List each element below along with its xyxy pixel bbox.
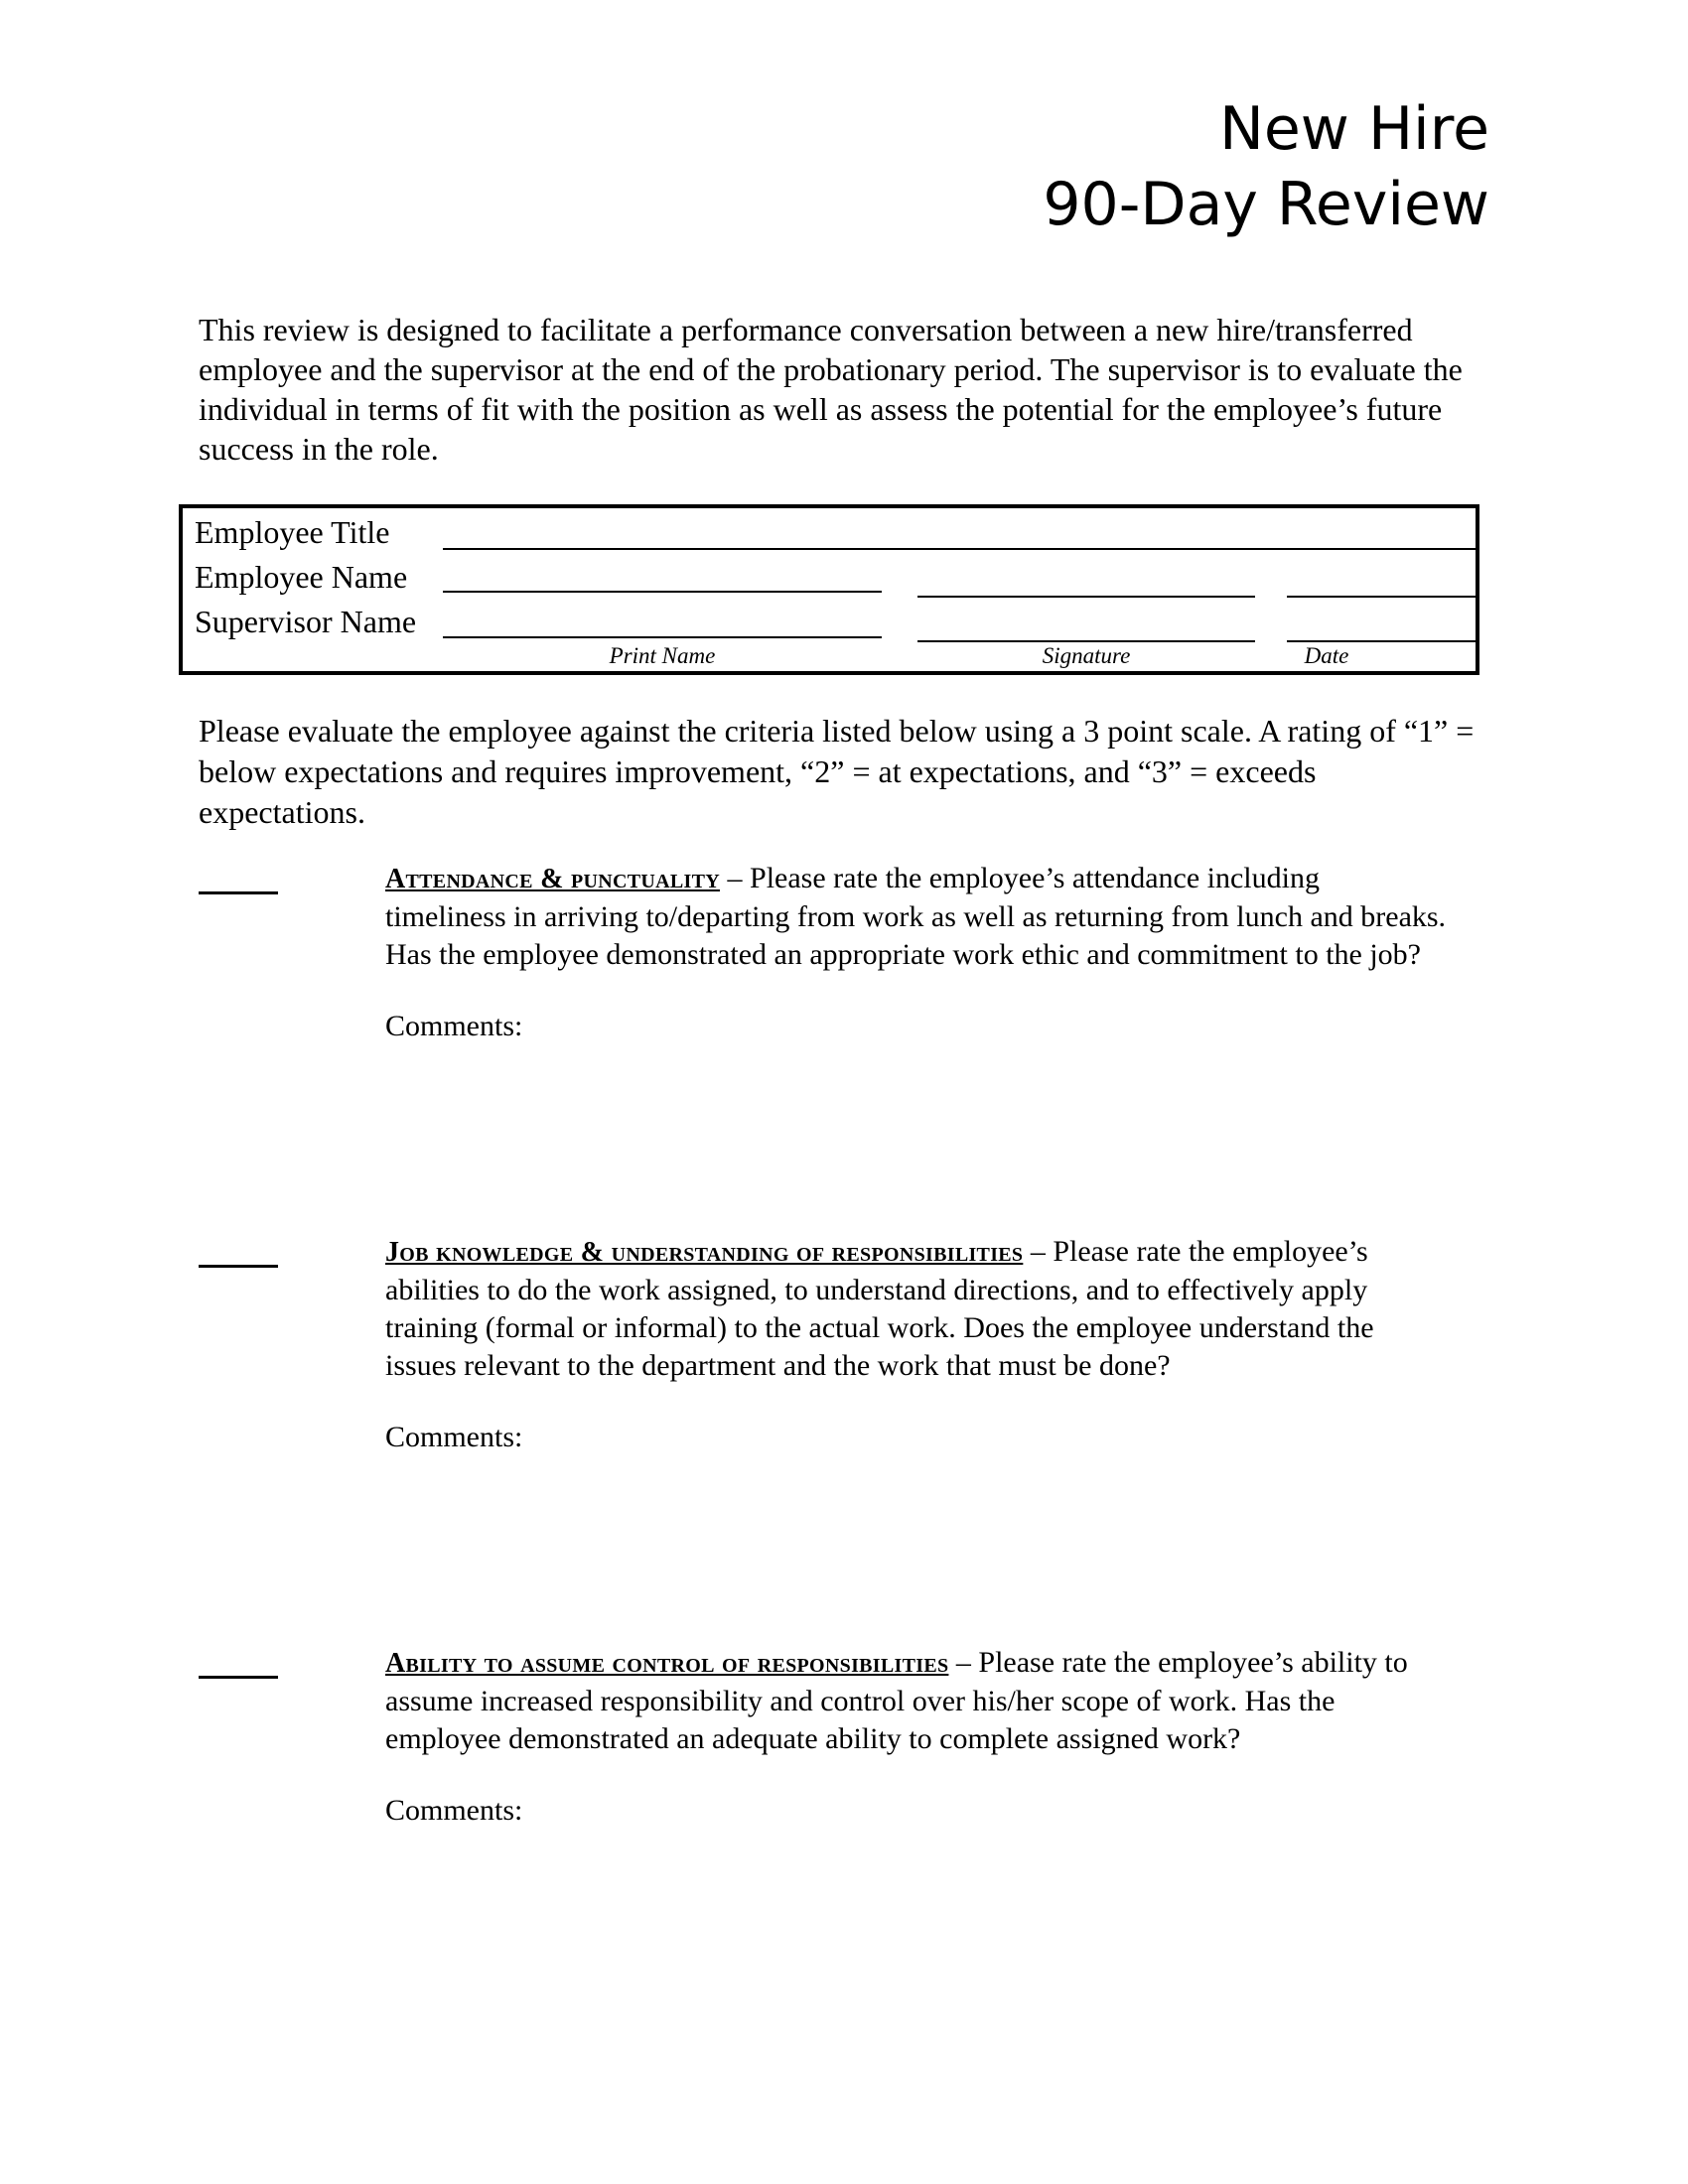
criteria-heading: Job knowledge & understanding of responsibilities <box>385 1237 1024 1268</box>
criteria-description <box>385 860 1448 974</box>
criteria-body <box>385 1644 1448 1830</box>
intro-paragraph: This review is designed to facilitate a performance conversation between a new hire/transferred employee and the supervisor at the end of the probationary period. The supervisor is to evaluate the individual in terms of fit with the position as well as assess the potential for the employee’s future success in the role. <box>199 312 1463 467</box>
employee-print-name-field[interactable] <box>443 591 882 593</box>
print-name-caption: Print Name <box>609 643 716 668</box>
criteria-text: – Please rate the employee’s ability to assume increased responsibility and control over his/her scope of work. Has the employee demonstrated an adequate ability to complete assigned work? <box>385 1646 1408 1755</box>
supervisor-name-label: Supervisor Name <box>195 604 417 639</box>
criteria-body <box>385 860 1448 1045</box>
criteria-text: – Please rate the employee’s attendance including timeliness in arriving to/departing from work as well as returning from lunch and breaks. Has the employee demonstrated an appropriate work ethic and commitment to the job? <box>385 862 1447 971</box>
document-title <box>1043 91 1489 242</box>
supervisor-signature-field[interactable] <box>917 640 1255 642</box>
comments-label: Comments: <box>385 1010 523 1042</box>
rating-input-ability[interactable] <box>199 1676 278 1679</box>
rating-input-attendance[interactable] <box>199 891 278 894</box>
employee-date-field[interactable] <box>1287 596 1479 598</box>
date-caption: Date <box>1304 643 1349 668</box>
criteria-heading: Ability to assume control of responsibilities <box>385 1648 949 1679</box>
supervisor-print-name-field[interactable] <box>443 636 882 638</box>
criteria-text: – Please rate the employee’s abilities to do the work assigned, to understand directions, and to effectively apply training (formal or informal) to the actual work. Does the employee understand the issues relevant to the department and the work that must be done? <box>385 1235 1374 1382</box>
criteria-description <box>385 1233 1448 1385</box>
title-line-1: New Hire <box>1219 94 1489 164</box>
employee-info-box <box>179 504 1479 675</box>
supervisor-date-field[interactable] <box>1287 640 1479 642</box>
employee-title-label: Employee Title <box>195 514 390 550</box>
criteria-heading: Attendance & punctuality <box>385 864 721 894</box>
employee-name-label: Employee Name <box>195 559 408 595</box>
employee-signature-field[interactable] <box>917 596 1255 598</box>
rating-input-job-knowledge[interactable] <box>199 1265 278 1268</box>
employee-title-field[interactable] <box>443 548 1479 550</box>
title-line-2: 90-Day Review <box>1043 170 1489 239</box>
comments-label: Comments: <box>385 1421 523 1453</box>
criteria-description <box>385 1644 1448 1758</box>
signature-caption: Signature <box>1042 643 1131 668</box>
comments-label: Comments: <box>385 1794 523 1827</box>
criteria-body <box>385 1233 1448 1456</box>
rating-instructions: Please evaluate the employee against the criteria listed below using a 3 point scale. A rating of “1” = below expectations and requires improvement, “2” = at expectations, and “3” = exceeds expectations. <box>199 713 1475 830</box>
